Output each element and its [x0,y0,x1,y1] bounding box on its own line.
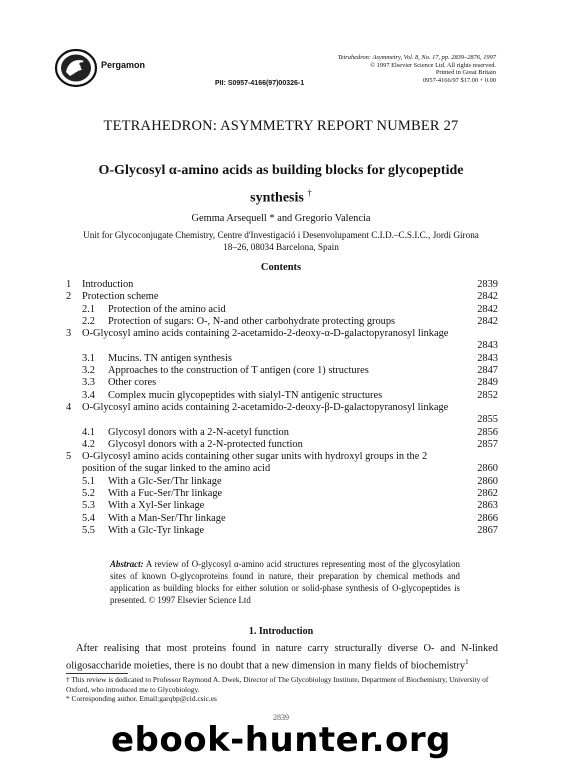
toc-item-page: 2843 [477,340,498,352]
toc-item [66,353,498,365]
footnotes [66,675,498,704]
toc-item-number: 4.2 [82,438,95,450]
toc-item-number: 5.1 [82,475,95,487]
toc-item-number: 2 [66,291,72,303]
toc-item-page: 2842 [477,291,498,303]
toc-item [66,513,498,525]
toc-item-title: With a Fuc-Ser/Thr linkage [108,488,223,500]
report-title: TETRAHEDRON: ASYMMETRY REPORT NUMBER 27 [103,118,459,134]
toc-item-page: 2867 [477,524,498,536]
toc-item-number: 3.1 [82,352,95,364]
toc-item-page: 2860 [477,463,498,475]
toc-item-title: Protection of sugars: O-, N-and other carbohydrate protecting groups [108,315,396,327]
toc-item-page: 2839 [477,279,498,290]
toc-item-page: 2863 [477,500,498,512]
toc-item-page: 2852 [477,389,498,401]
toc-item [66,488,498,500]
toc-item [66,316,498,328]
toc-item [66,377,498,389]
affiliation-line2: 18–26, 08034 Barcelona, Spain [223,242,339,252]
article-title-line1: O-Glycosyl α-amino acids as building blocks for glycopeptide [98,163,464,178]
table-of-contents [66,279,498,537]
toc-item-title: Approaches to the construction of T antigen (core 1) structures [108,365,369,377]
publisher-name: Pergamon [101,60,146,70]
toc-item-page: 2855 [477,414,498,426]
toc-item-title: O-Glycosyl amino acids containing 2-acetamido-2-deoxy-β-D-galactopyranosyl linkage [82,401,449,413]
toc-item-number: 3.4 [82,389,95,401]
toc-item-number: 5.4 [82,512,95,524]
toc-item [66,304,498,316]
journal-line: Tetrahedron: Asymmetry, Vol. 8, No. 17, pp. 2839–2876, 1997 [337,54,496,61]
toc-item [66,439,498,451]
toc-item-number: 5.3 [82,500,95,512]
toc-item [66,328,498,353]
affiliation [58,229,504,253]
intro-paragraph [66,642,498,673]
toc-item [66,427,498,439]
toc-item-title: Glycosyl donors with a 2-N-protected function [108,438,303,450]
authors: Gemma Arsequell * and Gregorio Valencia [191,213,371,224]
toc-item-page: 2842 [477,315,498,327]
abstract-text: A review of O-glycosyl α-amino acid structures representing most of the glycosylation sites of known O-glycoproteins found in nature, their preparation by chemical methods and application as building blocks for either solution or solid-phase synthesis of O-glycopeptides is presented. © 1997 Elsevier Science Ltd [110,559,460,606]
footnote-dedication: † This review is dedicated to Professor Raymond A. Dwek, Director of The Glycobiology Institute, Department of Biochemistry, University of Oxford, who introduced me to Glycobiology. [66,675,489,694]
journal-info [338,54,496,84]
printed-line: Printed in Great Britain [435,69,496,77]
toc-item-page: 2860 [477,475,498,487]
pergamon-logo-icon [54,48,98,88]
toc-item-number: 5 [66,451,72,463]
toc-item-title: With a Man-Ser/Thr linkage [108,512,226,524]
toc-item-title: Introduction [82,279,134,290]
footnote-rule [66,673,128,674]
toc-item-number: 1 [66,279,72,290]
toc-item-number: 3 [66,328,72,340]
price-line: 0957-4166/97 $17.00 + 0.00 [422,76,496,84]
toc-item-title: Mucins. TN antigen synthesis [108,352,232,364]
contents-heading: Contents [260,262,302,273]
toc-item-number: 2.2 [82,315,95,327]
toc-item-title: Complex mucin glycopeptides with sialyl-TN antigenic structures [108,389,383,401]
abstract [110,558,460,606]
intro-ref: 1 [465,657,469,666]
toc-item [66,500,498,512]
toc-item-title: With a Glc-Ser/Thr linkage [108,475,222,487]
toc-item [66,390,498,402]
intro-text: After realising that most proteins found in nature carry structurally diverse O- and N-linked oligosaccharide moieties, there is no doubt that a new dimension in many fields of biochemistry [66,643,498,672]
title-footnote-mark: † [307,188,312,198]
toc-item-number: 4.1 [82,426,95,438]
abstract-label: Abstract: [110,559,144,569]
affiliation-line1: Unit for Glycoconjugate Chemistry, Centre d'Investigació i Desenvolupament C.I.D.–C.S.I.C., Jordi Girona [83,230,479,240]
watermark-text: ebook-hunter.org [110,720,452,760]
toc-item-page: 2866 [477,512,498,524]
toc-item-number: 5.2 [82,488,95,500]
toc-item [66,291,498,303]
toc-item-page: 2843 [477,352,498,364]
toc-item-title: O-Glycosyl amino acids containing other sugar units with hydroxyl groups in the 2 position of the sugar linked to the amino acid [82,451,428,475]
article-title [60,160,502,210]
toc-item-number: 5.5 [82,524,95,536]
page-number: 2839 [273,713,289,722]
toc-item [66,365,498,377]
toc-item-page: 2857 [477,438,498,450]
copyright-line: © 1997 Elsevier Science Ltd. All rights reserved. [370,61,496,69]
toc-item-title: With a Xyl-Ser linkage [108,500,205,512]
pii-code: PII: S0957-4166(97)00326-1 [215,80,305,87]
toc-item-title: Glycosyl donors with a 2-N-acetyl function [108,426,289,438]
toc-item-title: With a Glc-Tyr linkage [108,524,205,536]
toc-item-page: 2849 [477,377,498,389]
toc-item-number: 2.1 [82,303,95,315]
article-title-line2: synthesis † [250,188,312,206]
toc-item-page: 2842 [477,303,498,315]
toc-item-number: 4 [66,401,72,413]
toc-item-number: 3.2 [82,365,95,377]
toc-item-title: Protection scheme [82,291,159,303]
toc-item [66,402,498,427]
toc-item-title: Protection of the amino acid [108,303,226,315]
toc-item-page: 2856 [477,426,498,438]
toc-item [66,279,498,291]
toc-item-page: 2847 [477,365,498,377]
toc-item [66,476,498,488]
toc-item [66,451,498,476]
toc-item-title: O-Glycosyl amino acids containing 2-acetamido-2-deoxy-α-D-galactopyranosyl linkage [82,328,449,340]
toc-item-title: Other cores [108,377,157,389]
footnote-corresponding: * Corresponding author. Email:garqbp@cid.csic.es [66,694,217,704]
section-heading-introduction: 1. Introduction [248,626,314,637]
toc-item [66,525,498,537]
toc-item-page: 2862 [477,488,498,500]
toc-item-number: 3.3 [82,377,95,389]
